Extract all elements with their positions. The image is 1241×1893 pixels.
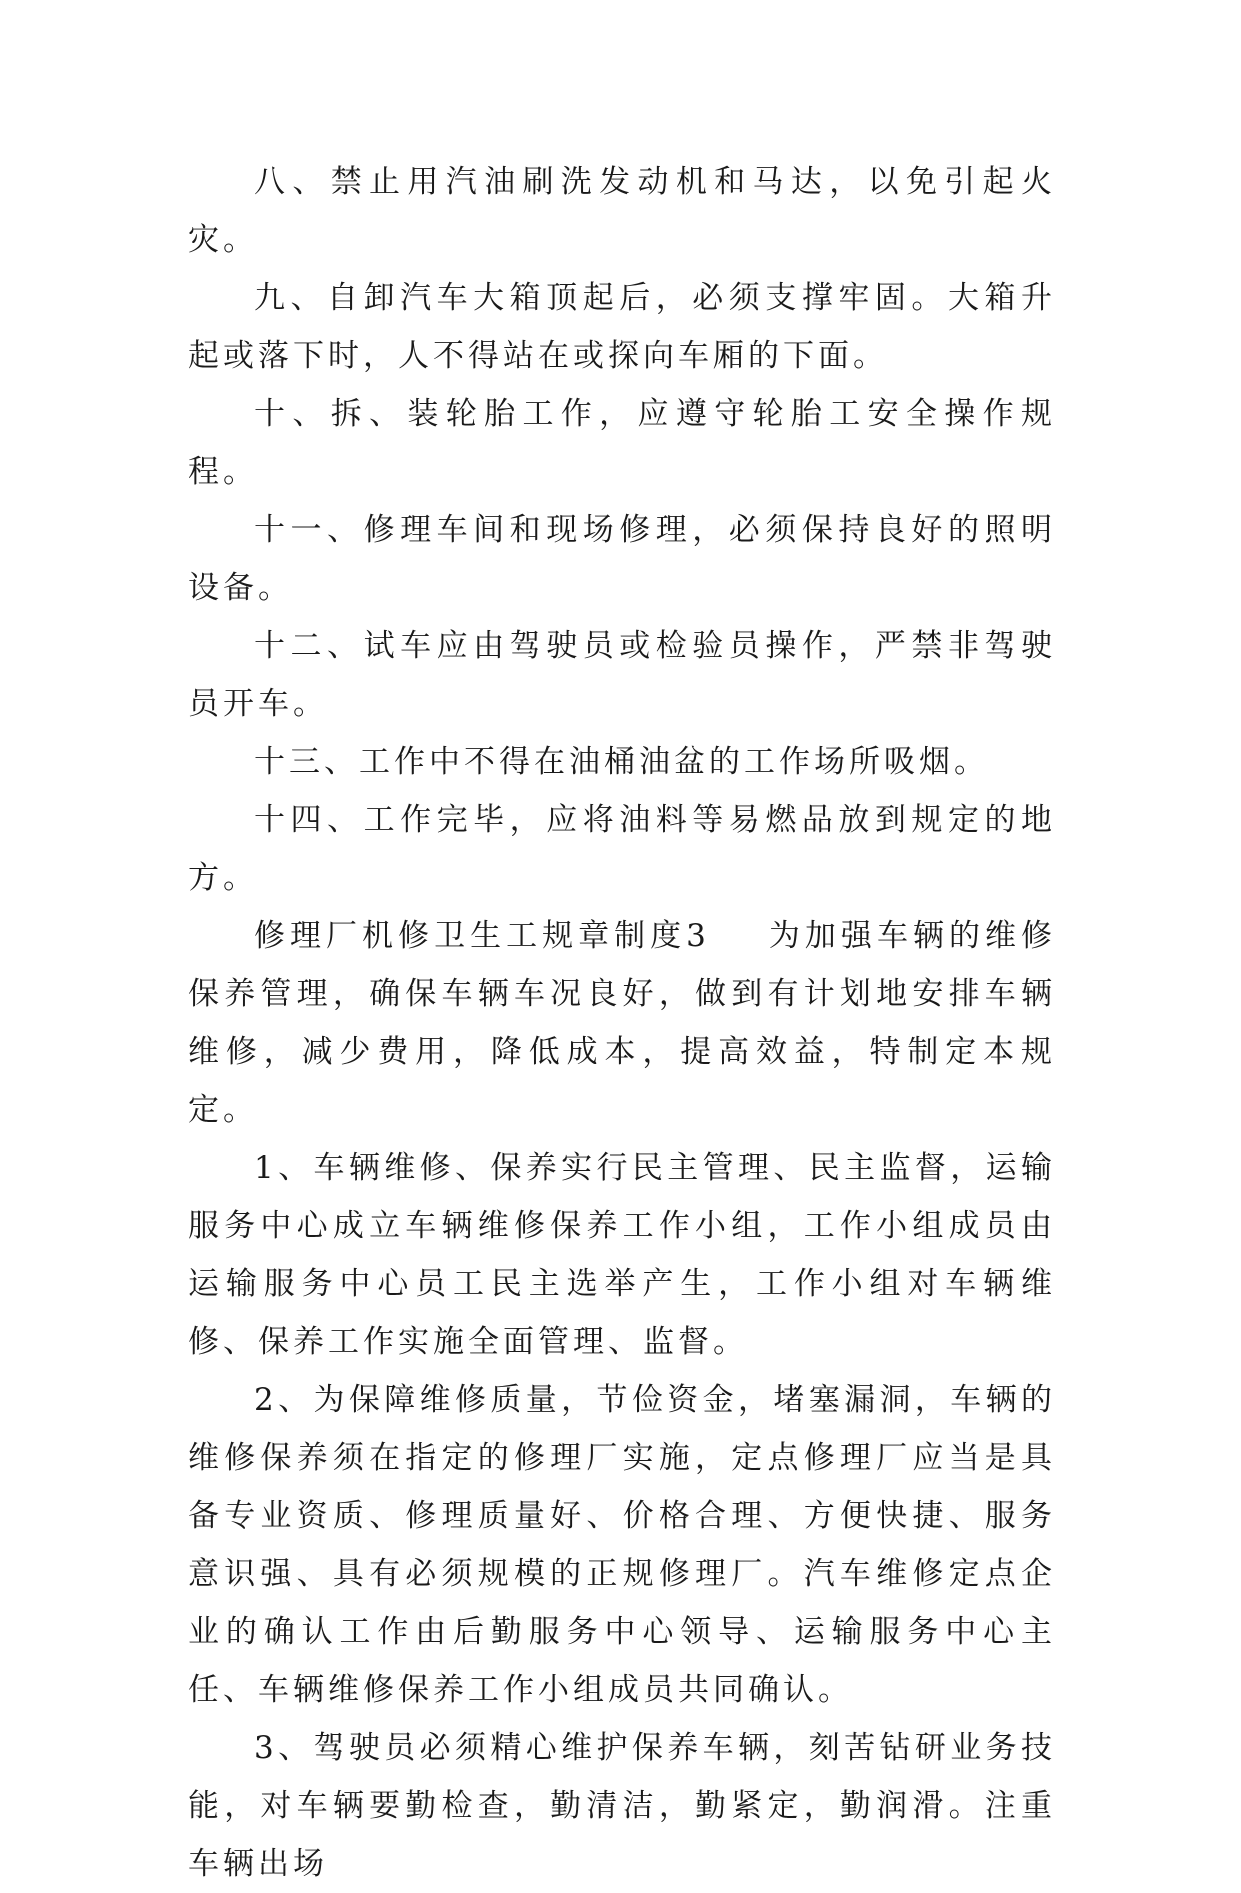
paragraph: 十三、工作中不得在油桶油盆的工作场所吸烟。 <box>254 744 989 780</box>
paragraph: 十、拆、装轮胎工作，应遵守轮胎工安全操作规程。 <box>188 396 1056 490</box>
section-intro-text: 为加强车辆的维修保养管理，确保车辆车况良好，做到有计划地安排车辆维修，减少费用，降低成本，提高效益，特制定本规定。 <box>188 918 1056 1128</box>
document-body <box>188 153 1056 1893</box>
numbered-item: 3、驾驶员必须精心维护保养车辆，刻苦钻研业务技能，对车辆要勤检查，勤清洁，勤紧定，勤润滑。注重车辆出场 <box>188 1730 1056 1882</box>
numbered-item: 1、车辆维修、保养实行民主管理、民主监督，运输服务中心成立车辆维修保养工作小组，工作小组成员由运输服务中心员工民主选举产生，工作小组对车辆维修、保养工作实施全面管理、监督。 <box>188 1150 1056 1360</box>
paragraph: 十四、工作完毕，应将油料等易燃品放到规定的地方。 <box>188 802 1056 896</box>
paragraph: 九、自卸汽车大箱顶起后，必须支撑牢固。大箱升起或落下时，人不得站在或探向车厢的下面。 <box>188 280 1056 374</box>
numbered-item: 2、为保障维修质量，节俭资金，堵塞漏洞，车辆的维修保养须在指定的修理厂实施，定点修理厂应当是具备专业资质、修理质量好、价格合理、方便快捷、服务意识强、具有必须规模的正规修理厂。汽车维修定点企业的确认工作由后勤服务中心领导、运输服务中心主任、车辆维修保养工作小组成员共同确认。 <box>188 1382 1056 1708</box>
paragraph: 八、禁止用汽油刷洗发动机和马达，以免引起火灾。 <box>188 164 1056 258</box>
paragraph: 十二、试车应由驾驶员或检验员操作，严禁非驾驶员开车。 <box>188 628 1056 722</box>
section-heading: 修理厂机修卫生工规章制度3 <box>254 918 710 954</box>
section-paragraph <box>188 907 1056 1139</box>
paragraph: 十一、修理车间和现场修理，必须保持良好的照明设备。 <box>188 512 1056 606</box>
